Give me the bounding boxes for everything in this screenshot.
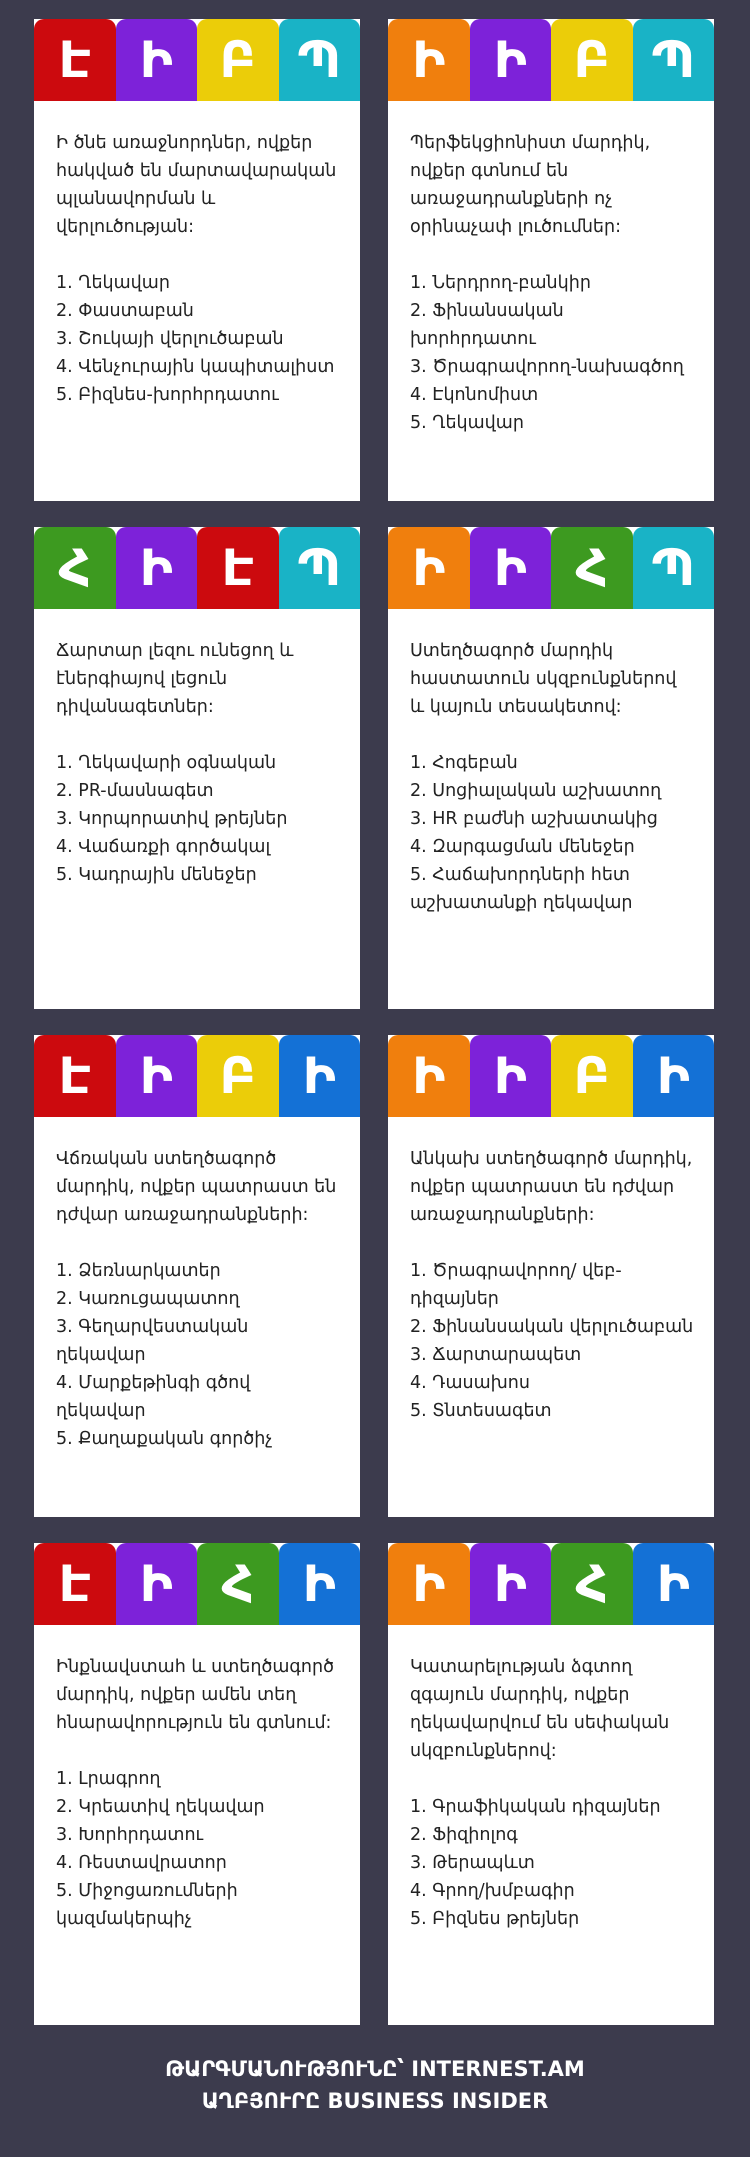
type-letter-tile: Հ (34, 527, 116, 609)
career-item: 4. Էկոնոմիստ (410, 385, 539, 405)
career-item: 5. Միջոցառումների կազմակերպիչ (56, 1881, 238, 1929)
type-description: Ստեղծագործ մարդիկ հաստատուն սկզբունքներով և կայուն տեսակետով: (410, 641, 677, 717)
card-body (34, 1117, 360, 1453)
career-item: 5. Կադրային մենեջեր (56, 865, 257, 885)
type-letters (388, 527, 714, 609)
career-item: 4. Վաճառքի գործակալ (56, 837, 271, 857)
type-letter-tile: Ի (116, 527, 198, 609)
career-item: 4. Ռեստավրատոր (56, 1853, 227, 1873)
type-letters (388, 1035, 714, 1117)
type-description: Վճռական ստեղծագործ մարդիկ, ովքեր պատրաստ են դժվար առաջադրանքների: (56, 1149, 337, 1225)
career-item: 1. Ծրագրավորող/ վեբ-դիզայներ (410, 1261, 622, 1309)
type-letter-tile: Ի (388, 19, 470, 101)
type-description: Ի ծնե առաջնորդներ, ովքեր հակված են մարտավարական պլանավորման և վերլուծության: (56, 133, 337, 237)
career-item: 3. Գեղարվեստական ղեկավար (56, 1317, 249, 1365)
type-letter-tile: Հ (197, 1543, 279, 1625)
career-item: 2. Ֆիզիոլոգ (410, 1825, 518, 1845)
personality-card (34, 1035, 360, 1517)
career-item: 5. Ղեկավար (410, 413, 524, 433)
type-letter-tile: Ի (633, 1543, 715, 1625)
career-list (410, 1257, 694, 1425)
career-item: 1. Ձեռնարկատեր (56, 1261, 221, 1281)
card-body (34, 1625, 360, 1933)
personality-card (388, 1543, 714, 2025)
career-item: 1. Ներդրող-բանկիր (410, 273, 591, 293)
footer (0, 2053, 750, 2117)
type-description: Անկախ ստեղծագործ մարդիկ, ովքեր պատրաստ են դժվար առաջադրանքների: (410, 1149, 693, 1225)
type-letter-tile: Ի (388, 1035, 470, 1117)
footer-source: ԱՂԲՅՈՒՐԸ BUSINESS INSIDER (201, 2089, 549, 2113)
type-letter-tile: Պ (279, 19, 361, 101)
personality-card (34, 527, 360, 1009)
card-body (388, 609, 714, 917)
type-letter-tile: Պ (279, 527, 361, 609)
career-list (56, 269, 340, 409)
career-item: 1. Գրաֆիկական դիզայներ (410, 1797, 661, 1817)
card-body (34, 609, 360, 889)
type-letters (34, 1543, 360, 1625)
career-list (56, 1765, 340, 1933)
career-item: 3. Ծրագրավորող-նախագծող (410, 357, 684, 377)
type-letter-tile: Է (34, 1035, 116, 1117)
type-letter-tile: Պ (633, 527, 715, 609)
type-letter-tile: Ի (116, 19, 198, 101)
career-item: 3. Խորհրդատու (56, 1825, 204, 1845)
career-list (56, 1257, 340, 1453)
personality-card (388, 1035, 714, 1517)
type-letter-tile: Է (34, 1543, 116, 1625)
type-description: Պերֆեկցիոնիստ մարդիկ, ովքեր գտնում են առաջադրանքների ոչ օրինաչափ լուծումներ: (410, 133, 651, 237)
type-letter-tile: Բ (197, 1035, 279, 1117)
card-body (388, 1117, 714, 1425)
type-letter-tile: Հ (551, 527, 633, 609)
card-body (388, 1625, 714, 1933)
personality-card (388, 19, 714, 501)
personality-card (388, 527, 714, 1009)
card-body (388, 101, 714, 437)
type-letters (388, 1543, 714, 1625)
career-item: 2. Ֆինանսական վերլուծաբան (410, 1317, 694, 1337)
type-letter-tile: Ի (470, 19, 552, 101)
career-list (410, 1793, 694, 1933)
career-item: 3. Ճարտարապետ (410, 1345, 582, 1365)
career-item: 2. Ֆինանսական խորհրդատու (410, 301, 564, 349)
career-item: 4. Մարքեթինգի գծով ղեկավար (56, 1373, 251, 1421)
type-description: Ճարտար լեզու ունեցող և էներգիայով լեցուն դիվանագետներ: (56, 641, 294, 717)
career-item: 5. Տնտեսագետ (410, 1401, 552, 1421)
type-letter-tile: Ի (279, 1543, 361, 1625)
type-letter-tile: Ի (470, 527, 552, 609)
type-letter-tile: Ի (633, 1035, 715, 1117)
type-letter-tile: Ի (279, 1035, 361, 1117)
type-letters (34, 19, 360, 101)
type-letter-tile: Բ (197, 19, 279, 101)
career-item: 5. Քաղաքական գործիչ (56, 1429, 273, 1449)
personality-card (34, 19, 360, 501)
type-description: Կատարելության ձգտող զգայուն մարդիկ, ովքեր ղեկավարվում են սեփական սկզբունքներով: (410, 1657, 670, 1761)
career-item: 4. Զարգացման մենեջեր (410, 837, 635, 857)
type-letter-tile: Հ (551, 1543, 633, 1625)
type-letter-tile: Ի (116, 1543, 198, 1625)
type-letter-tile: Է (197, 527, 279, 609)
type-letter-tile: Բ (551, 19, 633, 101)
career-item: 3. HR բաժնի աշխատակից (410, 809, 658, 829)
career-item: 2. Կառուցապատող (56, 1289, 240, 1309)
career-item: 1. Ղեկավար (56, 273, 170, 293)
type-letter-tile: Ի (388, 1543, 470, 1625)
career-item: 2. Փաստաբան (56, 301, 194, 321)
career-item: 3. Թերապևտ (410, 1853, 535, 1873)
type-letter-tile: Ի (116, 1035, 198, 1117)
card-body (34, 101, 360, 409)
type-letter-tile: Ի (470, 1543, 552, 1625)
personality-card (34, 1543, 360, 2025)
type-letter-tile: Է (34, 19, 116, 101)
career-item: 3. Շուկայի վերլուծաբան (56, 329, 284, 349)
type-letters (34, 527, 360, 609)
career-item: 5. Բիզնես-խորհրդատու (56, 385, 279, 405)
career-item: 2. Սոցիալական աշխատող (410, 781, 662, 801)
career-item: 3. Կորպորատիվ թրեյներ (56, 809, 288, 829)
career-item: 5. Հաճախորդների հետ աշխատանքի ղեկավար (410, 865, 633, 913)
type-letters (388, 19, 714, 101)
career-item: 1. Հոգեբան (410, 753, 518, 773)
type-description: Ինքնավստահ և ստեղծագործ մարդիկ, ովքեր ամեն տեղ հնարավորություն են գտնում: (56, 1657, 334, 1733)
career-item: 4. Վենչուրային կապիտալիստ (56, 357, 335, 377)
type-letter-tile: Պ (633, 19, 715, 101)
type-letter-tile: Բ (551, 1035, 633, 1117)
footer-translation: ԹԱՐԳՄԱՆՈՒԹՅՈՒՆԸ՝ INTERNEST.AM (165, 2057, 585, 2081)
career-list (410, 749, 694, 917)
type-letters (34, 1035, 360, 1117)
career-item: 2. Կրեատիվ ղեկավար (56, 1797, 265, 1817)
career-item: 2. PR-մասնագետ (56, 781, 214, 801)
type-letter-tile: Ի (470, 1035, 552, 1117)
career-list (56, 749, 340, 889)
career-item: 4. Դասախոս (410, 1373, 530, 1393)
career-list (410, 269, 694, 437)
career-item: 5. Բիզնես թրեյներ (410, 1909, 580, 1929)
career-item: 4. Գրող/խմբագիր (410, 1881, 575, 1901)
career-item: 1. Ղեկավարի օգնական (56, 753, 277, 773)
type-letter-tile: Ի (388, 527, 470, 609)
career-item: 1. Լրագրող (56, 1769, 161, 1789)
cards-grid (34, 19, 714, 2025)
